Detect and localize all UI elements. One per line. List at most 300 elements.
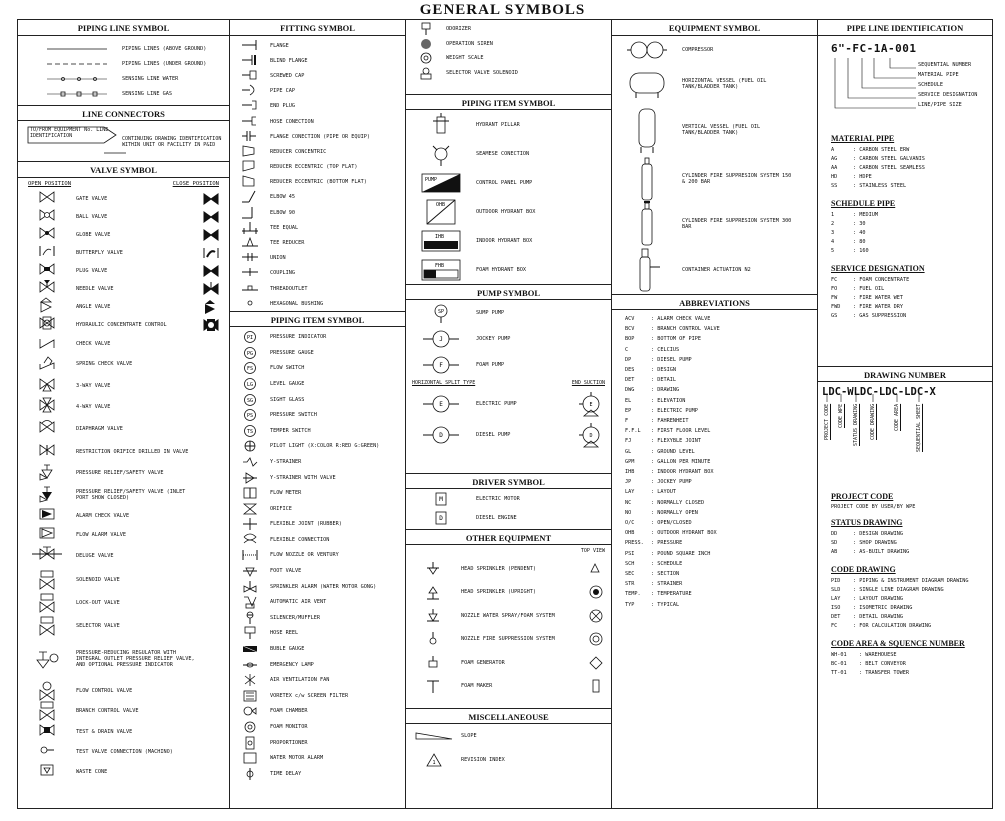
piping-item-mid-symbol (406, 259, 476, 281)
abbreviation-row (625, 559, 817, 569)
abbreviation-row (625, 569, 817, 579)
piping-item-label: FLEXIBLE JOINT (RUBBER) (270, 521, 342, 528)
piping-item-symbol (230, 548, 270, 562)
abbreviation-row (625, 467, 817, 477)
other-equipment-item (406, 604, 611, 628)
drawing-number-part: CODE DRAWING (870, 404, 876, 441)
4-way-valve-symbol (18, 398, 76, 416)
piping-item (230, 423, 405, 439)
abbreviation-meaning: : GALLON PER MINUTE (651, 458, 711, 465)
piping-item (230, 485, 405, 501)
svg-text:F: F (439, 362, 443, 369)
piping-item-mid-list (406, 110, 611, 284)
pressure-reducing-regulator-label: PRESSURE-REDUCING REGULATOR WITH INTEGRAL OUTLET PRESSURE RELIEF VALVE, AND OPTIONAL PRESSURE INDICATOR (76, 650, 195, 668)
legend-meaning: : CARBON STEEL ERW (853, 147, 910, 153)
piping-item-mid (406, 197, 611, 226)
abbreviation-row (625, 477, 817, 487)
piping-item-symbol (230, 642, 270, 656)
globe-valve (18, 226, 229, 244)
pump-header: PUMP SYMBOL (406, 284, 611, 300)
drawing-number-example: LDC-WLDC-LDC-LDC-X (822, 386, 936, 398)
misc-top-item-symbol (406, 66, 446, 80)
piping-item-label: BUBLE GAUGE (270, 646, 305, 653)
abbreviation-code: SCH (625, 560, 635, 567)
fitting-item-symbol (230, 145, 270, 159)
flow-control-valve (18, 681, 229, 700)
abbreviation-row (625, 498, 817, 508)
material-pipe-list (818, 146, 992, 191)
legend-row (831, 276, 992, 285)
abbreviation-code: EP (625, 407, 632, 414)
butterfly-valve-symbol (18, 244, 76, 262)
other-equipment-item (406, 628, 611, 652)
legend-row (831, 285, 992, 294)
hydraulic-valve-closed-symbol (196, 318, 226, 332)
fitting-item (230, 220, 405, 235)
legend-code: AA (831, 165, 838, 171)
abbreviation-meaning: : BOTTOM OF PIPE (651, 336, 701, 343)
piping-item-label: TEMPER SWITCH (270, 427, 311, 434)
piping-item-mid-symbol (406, 230, 476, 252)
legend-row (831, 173, 992, 182)
needle-valve-closed-symbol (196, 282, 226, 296)
pipe-line-callout: SEQUENTIAL NUMBER (918, 62, 972, 68)
legend-row (831, 312, 992, 321)
piping-item-mid-label: SEAMESE CONECTION (476, 150, 530, 157)
equipment-item-label: CYLINDER FIRE SUPPRESION SYSTEM 300 BAR (682, 218, 792, 230)
page-title: GENERAL SYMBOLS (419, 2, 586, 18)
svg-text:PUMP: PUMP (425, 176, 438, 183)
pump-split-item-symbol (406, 425, 476, 445)
fitting-item (230, 129, 405, 144)
misc-top-item-label: WEIGHT SCALE (446, 55, 484, 62)
pump-split-labels (406, 378, 611, 388)
piping-item-label: FLOW NOZZLE OR VENTURY (270, 552, 339, 559)
abbreviation-row (625, 579, 817, 589)
driver-item-symbol (406, 511, 476, 525)
svg-text:E: E (589, 401, 593, 408)
legend-meaning: : BELT CONVEYOR (859, 661, 906, 667)
piping-item (230, 345, 405, 361)
fitting-item-symbol (230, 175, 270, 189)
piping-item-label: TIME DELAY (270, 770, 302, 777)
hydraulic-valve (18, 316, 229, 334)
piping-item (230, 626, 405, 642)
legend-code: 4 (831, 239, 835, 245)
check-valve-symbol (18, 335, 76, 353)
abbreviation-row (625, 426, 817, 436)
fitting-item-symbol (230, 251, 270, 265)
legend-code: 3 (831, 230, 835, 236)
abbreviation-code: DET (625, 377, 635, 384)
fitting-item-symbol (230, 84, 270, 98)
fitting-item-label: TEE REDUCER (270, 240, 305, 247)
piping-item-symbol (230, 673, 270, 687)
piping-item-label: PRESSURE SWITCH (270, 412, 317, 419)
abbreviation-meaning: : TEMPERATURE (651, 591, 692, 598)
waste-cone-label: WASTE CONE (76, 768, 108, 775)
abbreviation-code: TEMP. (625, 591, 641, 598)
needle-valve-symbol (18, 280, 76, 298)
diaphragm-valve-symbol (18, 420, 76, 438)
piping-line-item-symbol (18, 44, 122, 54)
fitting-item (230, 68, 405, 83)
piping-item-symbol (230, 377, 270, 391)
legend-row (831, 604, 992, 613)
abbreviation-meaning: : DRAWING (651, 387, 680, 394)
piping-item (230, 376, 405, 392)
legend-meaning: : SHOP DRAWING (853, 540, 897, 546)
deluge-valve-label: DELUGE VALVE (76, 553, 114, 559)
legend-meaning: : CARBON STEEL GALVANIS (853, 156, 925, 162)
piping-line-item (18, 71, 229, 86)
abbreviation-row (625, 334, 817, 344)
legend-code: FO (831, 286, 838, 292)
fitting-item (230, 99, 405, 114)
miscellaneous-header: MISCELLANEOUSE (406, 708, 611, 724)
fitting-item-label: BLIND FLANGE (270, 57, 308, 64)
abbreviation-row (625, 385, 817, 395)
drawing-number-body (818, 382, 992, 678)
schedule-pipe-list (818, 211, 992, 256)
legend-code: ISO (831, 605, 841, 611)
fitting-item-symbol (230, 130, 270, 144)
legend-meaning: : DETAIL DRAWING (853, 614, 903, 620)
hydraulic-valve-symbol (18, 316, 76, 334)
piping-line-list (18, 36, 229, 105)
legend-code: HD (831, 174, 838, 180)
piping-item-symbol (230, 346, 270, 360)
fitting-item (230, 296, 405, 311)
piping-item (230, 532, 405, 548)
legend-code: A (831, 147, 835, 153)
svg-text:1: 1 (431, 760, 436, 766)
gate-valve (18, 190, 229, 208)
legend-row (831, 229, 992, 238)
abbreviation-row (625, 416, 817, 426)
abbreviations-header: ABBREVIATIONS (612, 294, 817, 310)
fitting-item-label: COUPLING (270, 270, 295, 277)
abbreviation-row (625, 589, 817, 599)
fitting-item-label: UNION (270, 255, 286, 262)
butterfly-valve-label: BUTTERFLY VALVE (76, 250, 123, 256)
equipment-item-symbol (612, 69, 682, 99)
deluge-valve (18, 544, 229, 568)
piping-item-symbol (230, 689, 270, 703)
pump-list (406, 300, 611, 473)
abbreviation-code: LAY (625, 489, 635, 496)
abbreviation-row (625, 355, 817, 365)
fitting-item-symbol (230, 160, 270, 174)
piping-item-symbol (230, 767, 270, 781)
equipment-item (612, 36, 817, 64)
abbreviation-row (625, 487, 817, 497)
abbreviation-meaning: : TYPICAL (651, 601, 680, 608)
legend-code: DD (831, 531, 838, 537)
code-area-title: CODE AREA & SQUENCE NUMBER (831, 639, 965, 648)
pump-item (406, 326, 611, 352)
legend-row (831, 211, 992, 220)
legend-meaning: : FOR CALCULATION DRAWING (853, 623, 932, 629)
fitting-item-symbol (230, 221, 270, 235)
relief-valve-closed-label: PRESSURE RELIEF/SAFETY VALVE (INLET PORT SHOW CLOSED) (76, 489, 186, 501)
piping-item (230, 766, 405, 782)
piping-item-symbol (230, 564, 270, 578)
piping-line-item-symbol (18, 89, 122, 99)
misc-top-item-label: SELECTOR VALVE SOLENOID (446, 69, 518, 76)
legend-row (831, 660, 992, 669)
svg-text:TS: TS (246, 428, 254, 435)
legend-row (831, 595, 992, 604)
relief-valve-label: PRESSURE RELIEF/SAFETY VALVE (76, 470, 164, 476)
abbreviation-code: DES (625, 367, 635, 374)
legend-code: 5 (831, 248, 835, 254)
pump-split-item-label: ELECTRIC PUMP (476, 400, 517, 407)
abbreviation-meaning: : OPEN/CLOSED (651, 520, 692, 527)
driver-item (406, 489, 611, 508)
piping-item-symbol (230, 408, 270, 422)
abbreviation-row (625, 324, 817, 334)
misc-top-item-symbol (406, 22, 446, 36)
piping-item (230, 641, 405, 657)
schedule-pipe-title: SCHEDULE PIPE (831, 199, 896, 208)
fitting-item-symbol (230, 54, 270, 68)
globe-valve-closed-symbol (196, 228, 226, 242)
fitting-item-label: FLANGE (270, 42, 289, 49)
legend-meaning: : STAINLESS STEEL (853, 183, 907, 189)
legend-row (831, 669, 992, 678)
drawing-number-part: CODE WPE (838, 404, 844, 429)
abbreviation-row (625, 375, 817, 385)
equipment-item-label: COMPRESSOR (682, 47, 714, 53)
equipment-item (612, 246, 817, 294)
misc-item (406, 748, 611, 772)
branch-control-valve (18, 700, 229, 722)
piping-item (230, 657, 405, 673)
svg-text:FS: FS (246, 366, 254, 373)
legend-row (831, 247, 992, 256)
spring-check-valve-symbol (18, 355, 76, 373)
abbreviation-code: NO (625, 509, 632, 516)
abbreviation-meaning: : DESIGN (651, 367, 676, 374)
pump-item-label: FOAM PUMP (476, 362, 505, 368)
piping-item-label: WATER MOTOR ALARM (270, 755, 324, 762)
status-drawing-list (818, 530, 992, 557)
column-equipment (612, 20, 818, 808)
svg-text:D: D (439, 431, 443, 439)
svg-text:IHB: IHB (435, 233, 445, 240)
other-equipment-item-symbol (406, 609, 461, 623)
selector-valve-symbol (18, 617, 76, 635)
equipment-item (612, 202, 817, 246)
restriction-orifice-valve-symbol (18, 443, 76, 461)
piping-item-label: PROPORTIONER (270, 739, 308, 746)
piping-item (230, 392, 405, 408)
equipment-item-label: HORIZONTAL VESSEL (FUEL OIL TANK/BLADDER TANK) (682, 78, 767, 90)
test-valve-connection-label: TEST VALVE CONNECTION (MACHINO) (76, 749, 173, 755)
legend-code: LAY (831, 596, 841, 602)
abbreviation-row (625, 457, 817, 467)
gate-valve-label: GATE VALVE (76, 196, 108, 202)
fitting-item (230, 114, 405, 129)
4-way-valve (18, 396, 229, 417)
drawing-number-part: STATUS DRAWING (853, 404, 859, 447)
valve-header: VALVE SYMBOL (18, 162, 229, 178)
piping-line-item-label: PIPING LINES (ABOVE GROUND) (122, 45, 207, 52)
misc-top-item-label: ODORIZER (446, 26, 471, 33)
misc-top-item-symbol (406, 51, 446, 65)
svg-text:D: D (589, 432, 593, 439)
top-view-icon (581, 632, 611, 646)
piping-item (230, 470, 405, 486)
abbreviation-row (625, 436, 817, 446)
abbreviation-meaning: : OUTDOOR HYDRANT BOX (651, 530, 717, 537)
svg-text:PG: PG (246, 350, 254, 357)
fitting-item-symbol (230, 99, 270, 113)
piping-item-label: EMERGENCY LAMP (270, 661, 314, 668)
abbreviation-meaning: : GROUND LEVEL (651, 448, 695, 455)
piping-item (230, 548, 405, 564)
legend-meaning: : GAS SUPPRESSION (853, 313, 907, 319)
4-way-valve-label: 4-WAY VALVE (76, 403, 111, 410)
pump-item-symbol (406, 329, 476, 349)
diaphragm-valve (18, 417, 229, 441)
alarm-check-valve (18, 507, 229, 525)
legend-meaning: : SINGLE LINE DIAGRAM DRAWING (853, 587, 944, 593)
piping-item (230, 501, 405, 517)
piping-item-label: SIGHT GLASS (270, 396, 305, 403)
legend-code: FC (831, 277, 838, 283)
legend-code: 2 (831, 221, 835, 227)
fitting-item-symbol (230, 266, 270, 280)
piping-item-symbol (230, 439, 270, 453)
column-piping-valves (18, 20, 230, 808)
drawing-number-part: PROJECT CODE (824, 404, 830, 441)
piping-item-mid-symbol (406, 199, 476, 225)
fitting-item-label: ELBOW 90 (270, 209, 295, 216)
legend-meaning: : ISOMETRIC DRAWING (853, 605, 913, 611)
piping-item (230, 594, 405, 610)
abbreviation-meaning: : SCHEDULE (651, 560, 683, 567)
solenoid-valve-symbol (18, 571, 76, 589)
alarm-check-valve-symbol (18, 507, 76, 525)
abbreviation-code: C (625, 346, 629, 353)
legend-code: SD (831, 540, 838, 546)
fitting-item (230, 160, 405, 175)
equipment-header: EQUIPMENT SYMBOL (612, 20, 817, 36)
legend-row (831, 539, 992, 548)
piping-item-symbol (230, 751, 270, 765)
piping-item-label: PILOT LIGHT (X:COLOR R:RED G:GREEN) (270, 443, 380, 450)
piping-item-symbol (230, 330, 270, 344)
pump-item-label: JOCKEY PUMP (476, 336, 511, 342)
pump-split-item-symbol (406, 394, 476, 414)
fitting-item-label: TEE EQUAL (270, 224, 299, 231)
horizontal-split-label: HORIZONTAL SPLIT TYPE (412, 380, 476, 386)
butterfly-valve-closed-symbol (196, 246, 226, 260)
fitting-item (230, 281, 405, 296)
drawing-number-part: CODE AREA (894, 404, 900, 432)
driver-list (406, 489, 611, 529)
end-suction-icon (571, 423, 611, 447)
abbreviation-code: F.F.L (625, 428, 641, 435)
misc-top-item (406, 66, 611, 81)
misc-item-label: REVISION INDEX (461, 757, 505, 763)
equipment-item-label: VERTICAL VESSEL (FUEL OIL TANK/BLADDER TANK) (682, 124, 761, 136)
legend-code: TT-01 (831, 670, 847, 676)
service-designation-title: SERVICE DESIGNATION (831, 264, 925, 273)
butterfly-valve (18, 244, 229, 262)
abbreviation-meaning: : DETAIL (651, 377, 676, 384)
piping-item-symbol (230, 658, 270, 672)
abbreviation-row (625, 447, 817, 457)
restriction-orifice-valve-label: RESTRICTION ORIFICE DRILLED IN VALVE (76, 449, 189, 455)
miscellaneous-list (406, 724, 611, 772)
equipment-item-symbol (612, 156, 682, 202)
legend-meaning: : FOAM CONCENTRATE (853, 277, 910, 283)
end-suction-label: END SUCTION (571, 380, 605, 386)
legend-meaning: : HDPE (853, 174, 872, 180)
ball-valve-symbol (18, 208, 76, 226)
abbreviation-meaning: : FAHRENHEIT (651, 418, 689, 425)
flow-alarm-valve (18, 525, 229, 544)
fitting-item (230, 190, 405, 205)
other-equipment-item-label: NOZZLE WATER SPRAY/FOAM SYSTEM (461, 612, 555, 619)
needle-valve-label: NEEDLE VALVE (76, 286, 114, 292)
piping-item-label: FLOW METER (270, 490, 302, 497)
abbreviation-code: OHB (625, 530, 635, 537)
fitting-item-symbol (230, 236, 270, 250)
line-connector-box-text: TO/FROM EQUIPMENT No. LINE IDENTIFICATION (30, 127, 109, 139)
pump-item-label: SUMP PUMP (476, 310, 505, 316)
other-equipment-item (406, 581, 611, 605)
legend-row (831, 613, 992, 622)
piping-item-symbol (230, 595, 270, 609)
driver-item-label: ELECTRIC MOTOR (476, 495, 520, 502)
piping-item-symbol (230, 455, 270, 469)
legend-meaning: : MEDIUM (853, 212, 878, 218)
diaphragm-valve-label: DIAPHRAGM VALVE (76, 426, 123, 432)
pump-split-item-label: DIESEL PUMP (476, 431, 511, 438)
drawing-number-part: SEQUENTIAL SHEET (916, 404, 922, 453)
test-drain-valve-symbol (18, 723, 76, 741)
fitting-item-label: THREADOUTLET (270, 285, 308, 292)
other-equipment-item (406, 651, 611, 675)
piping-line-item-label: PIPING LINES (UNDER GROUND) (122, 60, 207, 67)
equipment-item (612, 104, 817, 156)
abbreviation-row (625, 406, 817, 416)
legend-meaning: : 80 (853, 239, 866, 245)
fitting-item (230, 84, 405, 99)
abbreviation-meaning: : PRESSURE (651, 540, 683, 547)
pump-item (406, 352, 611, 378)
misc-item-label: SLOPE (461, 733, 477, 739)
abbreviation-meaning: : INDOOR HYDRANT BOX (651, 469, 714, 476)
pipe-line-callout: MATERIAL PIPE (918, 72, 959, 78)
column-fittings (230, 20, 406, 808)
piping-item-mid-label: CONTROL PANEL PUMP (476, 179, 533, 186)
pipe-line-callout: SERVICE DESIGNATION (918, 92, 978, 98)
piping-item-mid (406, 226, 611, 255)
abbreviation-code: ACV (625, 316, 635, 322)
legend-code: FWD (831, 304, 841, 310)
piping-item-label: FLOW SWITCH (270, 365, 305, 372)
fitting-item (230, 38, 405, 53)
piping-item-symbol (230, 626, 270, 640)
piping-item (230, 361, 405, 377)
piping-line-item-label: SENSING LINE GAS (122, 90, 172, 97)
plug-valve (18, 262, 229, 280)
